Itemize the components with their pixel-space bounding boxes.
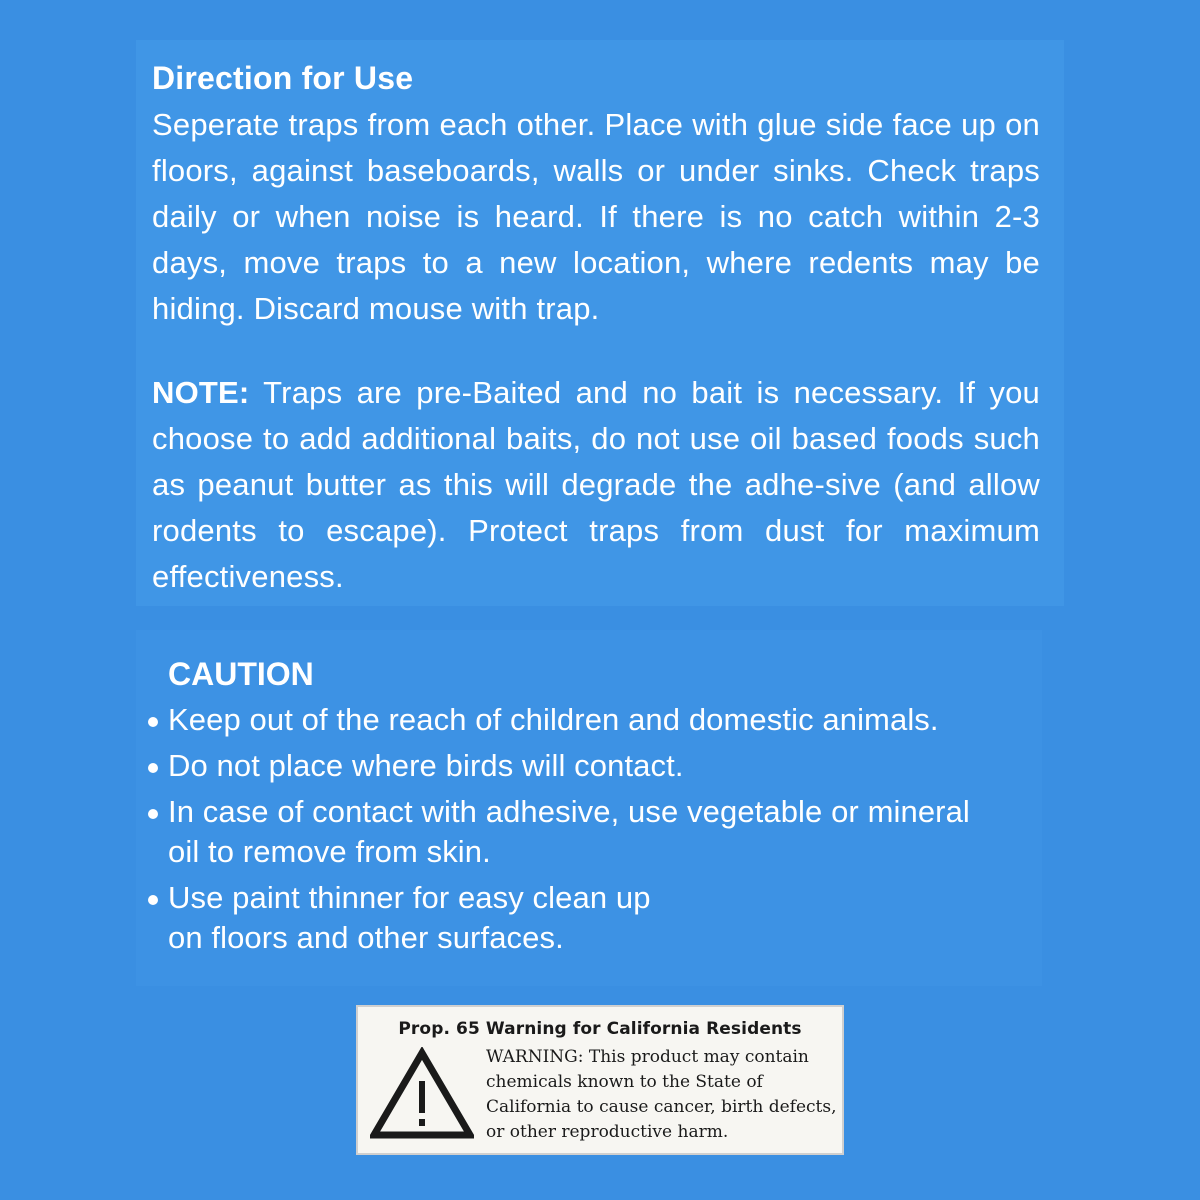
- caution-list: [142, 700, 1018, 958]
- caution-item-text: Use paint thinner for easy clean up on floors and other surfaces.: [168, 880, 651, 955]
- directions-section: [136, 40, 1064, 606]
- bullet-icon: [148, 717, 158, 727]
- caution-item-text: Keep out of the reach of children and domestic animals.: [168, 702, 939, 737]
- bullet-icon: [148, 809, 158, 819]
- bullet-icon: [148, 895, 158, 905]
- note-label: NOTE:: [152, 375, 250, 410]
- caution-section: [136, 630, 1042, 986]
- caution-heading: CAUTION: [168, 656, 314, 692]
- caution-item-text: In case of contact with adhesive, use vegetable or mineral oil to remove from skin.: [168, 794, 970, 869]
- caution-item-text: Do not place where birds will contact.: [168, 748, 684, 783]
- bullet-icon: [148, 763, 158, 773]
- prop65-title: Prop. 65 Warning for California Residents: [398, 1019, 802, 1039]
- caution-item: [142, 746, 1018, 786]
- warning-triangle-icon: [370, 1047, 474, 1141]
- directions-heading: Direction for Use: [152, 60, 414, 96]
- directions-body: Seperate traps from each other. Place with glue side face up on floors, against baseboards, walls or under sinks. Check traps daily or when noise is heard. If there is no catch within 2-3 days, move traps to a new location, where redents may be hiding. Discard mouse with trap.: [152, 107, 1040, 326]
- note-body: Traps are pre-Baited and no bait is necessary. If you choose to add additional baits, do not use oil based foods such as peanut butter as this will degrade the adhe-sive (and allow rodents to escape). Protect traps from dust for maximum effectiveness.: [152, 375, 1040, 594]
- prop65-warning-box: [356, 1005, 844, 1155]
- prop65-text: WARNING: This product may contain chemicals known to the State of California to cause cancer, birth defects, or other reproductive harm.: [486, 1047, 837, 1142]
- caution-item: [142, 878, 668, 958]
- note-paragraph: [152, 370, 1040, 600]
- caution-item: [142, 792, 988, 872]
- caution-item: [142, 700, 1018, 740]
